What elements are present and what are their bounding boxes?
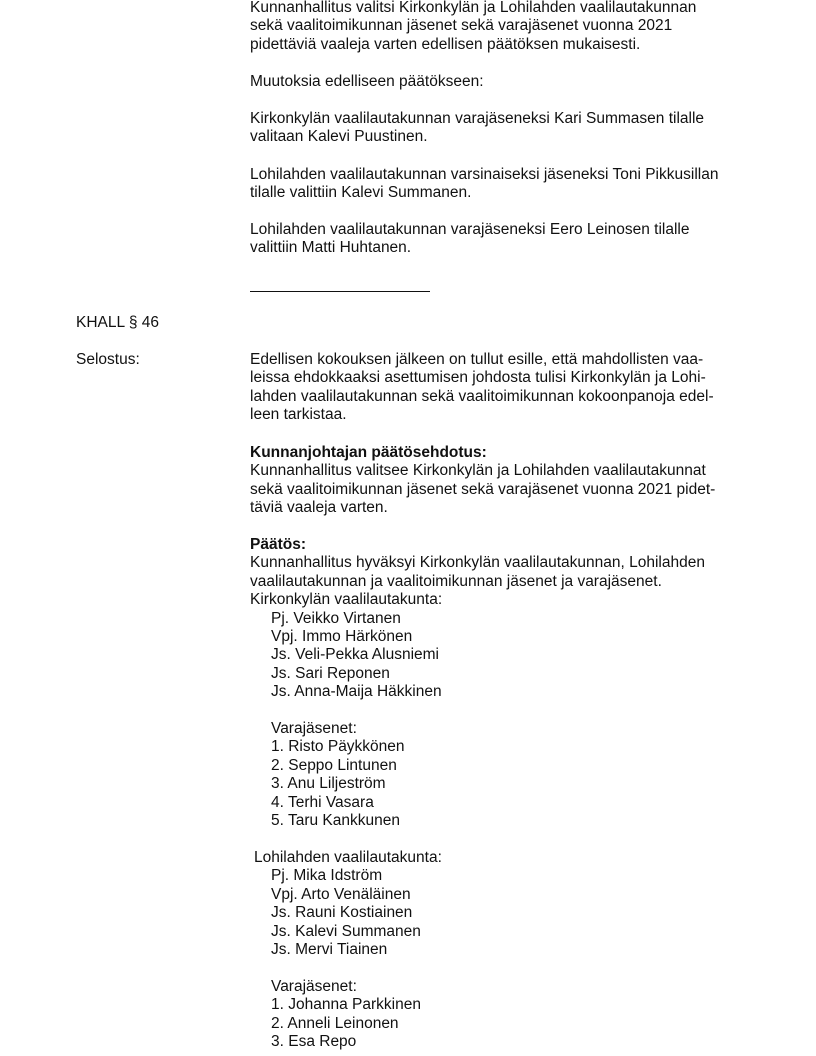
list-item: 5. Taru Kankkunen [271, 812, 400, 830]
section-id: KHALL § 46 [76, 314, 160, 331]
selostus-paragraph: Edellisen kokouksen jälkeen on tullut esille, että mahdollisten vaa- leissa ehdokkaaksi asettumisen johdosta tulisi Kirkonkylän ja Lohi- lahden vaalilautakunnan sekä vaalitoimikunnan kokoonpanoja edel- leen tarkistaa. [250, 351, 714, 424]
list-item: 1. Risto Päykkönen [271, 738, 405, 756]
list-item: 2. Seppo Lintunen [271, 756, 397, 774]
kirkonkyla-title: Kirkonkylän vaalilautakunta: [250, 591, 443, 609]
lohilahti-title: Lohilahden vaalilautakunta: [254, 848, 442, 866]
section-divider [250, 291, 430, 292]
list-item: 2. Anneli Leinonen [271, 1014, 399, 1032]
list-item: Js. Sari Reponen [271, 664, 390, 682]
list-item: 4. Terhi Vasara [271, 793, 374, 811]
proposal-heading: Kunnanjohtajan päätösehdotus: [250, 444, 487, 461]
list-item: Pj. Veikko Virtanen [271, 609, 401, 627]
list-item: Js. Anna-Maija Häkkinen [271, 683, 442, 701]
decision-heading: Päätös: [250, 536, 306, 553]
list-item: 1. Johanna Parkkinen [271, 996, 421, 1014]
change-paragraph-2: Lohilahden vaalilautakunnan varsinaiseksi jäseneksi Toni Pikkusillan tilalle valittiin Kalevi Summanen. [250, 166, 719, 202]
list-item: 3. Esa Repo [271, 1032, 357, 1050]
intro-paragraph: Kunnanhallitus valitsi Kirkonkylän ja Lohilahden vaalilautakunnan sekä vaalitoimikunnan jäsenet sekä varajäsenet vuonna 2021 pidettäviä vaaleja varten edellisen päätöksen mukaisesti. [250, 0, 697, 53]
changes-heading: Muutoksia edelliseen päätökseen: [250, 73, 484, 90]
kirkonkyla-deputies-title: Varajäsenet: [271, 720, 357, 738]
list-item: Js. Mervi Tiainen [271, 940, 388, 958]
proposal-block: Kunnanjohtajan päätösehdotus: Kunnanhallitus valitsee Kirkonkylän ja Lohilahden vaalilautakunnat sekä vaalitoimikunnan jäsenet sekä varajäsenet vuonna 2021 pidet- täviä vaaleja varten. [250, 444, 716, 517]
selostus-label: Selostus: [76, 351, 140, 368]
change-paragraph-3: Lohilahden vaalilautakunnan varajäseneksi Eero Leinosen tilalle valittiin Matti Huhtanen. [250, 221, 690, 257]
decision-block: Päätös: Kunnanhallitus hyväksyi Kirkonkylän vaalilautakunnan, Lohilahden vaalilautakunnan ja vaalitoimikunnan jäsenet ja varajäsenet. Kirkonkylän vaalilautakunta: Pj. Veikko Virtanen Vpj. Immo Härkönen Js. Veli-Pekka Alusniemi Js. Sari Reponen Js. Anna-Maija Häkkinen Varajäsenet: 1. Risto Päykkönen 2. Seppo Lintunen 3. Anu Liljeström 4. Terhi Vasara 5. Taru Kankkunen Lohilahden vaalilautakunta: Pj. Mika Idström Vpj. Arto Venäläinen Js. Rauni Kostiainen Js. Kalevi Summanen Js. Mervi Tiainen Varajäsenet: 1. Johanna Parkkinen 2. Anneli Leinonen 3. Esa Repo [250, 536, 750, 1051]
list-item: Pj. Mika Idström [271, 867, 383, 885]
list-item: Js. Rauni Kostiainen [271, 904, 413, 922]
list-item: Js. Veli-Pekka Alusniemi [271, 646, 439, 664]
list-item: Vpj. Arto Venäläinen [271, 885, 411, 903]
list-item: Vpj. Immo Härkönen [271, 628, 413, 646]
change-paragraph-1: Kirkonkylän vaalilautakunnan varajäseneksi Kari Summasen tilalle valitaan Kalevi Puustinen. [250, 110, 705, 146]
list-item: Js. Kalevi Summanen [271, 922, 421, 940]
lohilahti-deputies-title: Varajäsenet: [271, 977, 357, 995]
list-item: 3. Anu Liljeström [271, 775, 386, 793]
